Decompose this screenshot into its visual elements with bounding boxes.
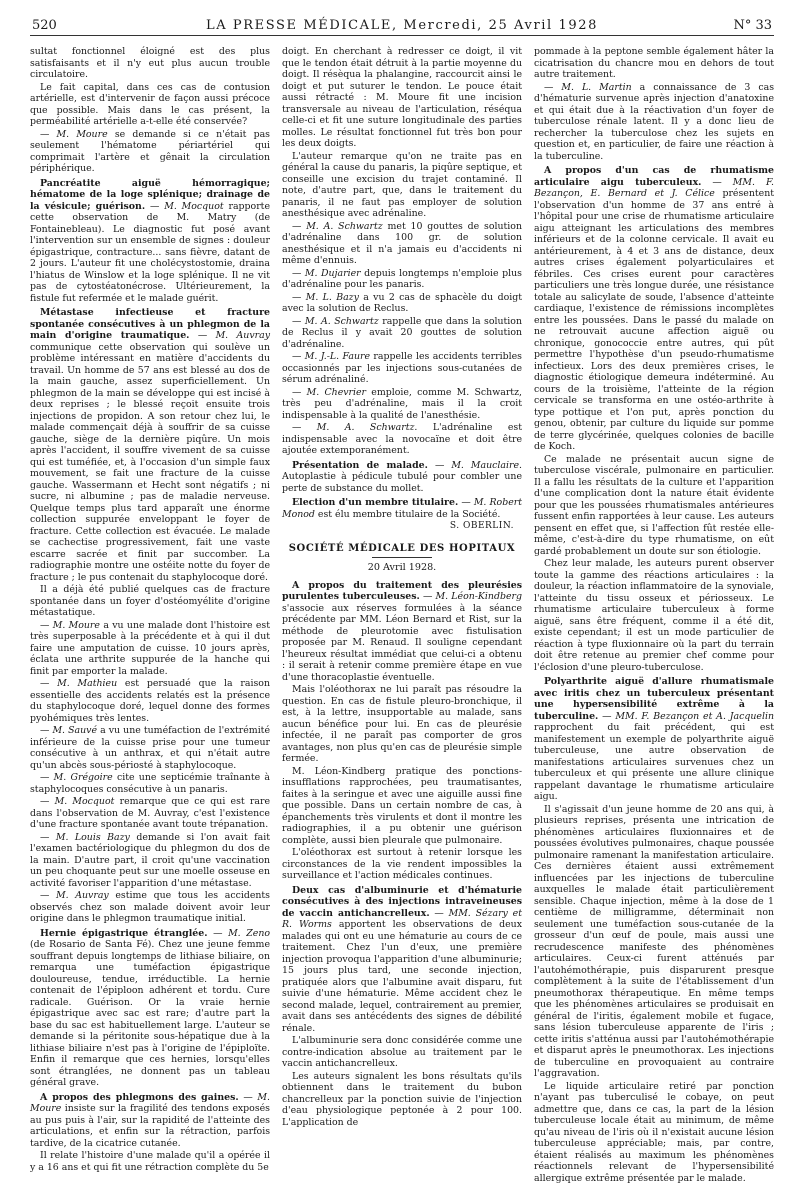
paragraph-text: L'auteur remarque qu'on ne traite pas en général la cause du panaris, la piqûre septique, et conseille une excision du trajet contaminé. Il note, d'autre part, que, dans le traitement du panaris, il ne faut pas employer de solution anesthésique avec adrénaline.	[282, 151, 522, 220]
paragraph	[30, 620, 270, 678]
speaker-name: — M. A. Schwartz.	[292, 422, 417, 433]
paragraph-text: remarque que ce qui est rare dans l'observation de M. Auvray, c'est l'existence d'une fracture spontanée avant toute trépanation.	[30, 796, 270, 830]
paragraph-text: se demande si ce n'était pas seulement l'hématome périartériel qui comprimait l'artère et gênait la circulation périphérique.	[30, 129, 270, 175]
column-left	[30, 46, 270, 1066]
paragraph	[534, 558, 774, 673]
author-signature: S. OBERLIN.	[282, 521, 514, 533]
paragraph	[282, 580, 522, 684]
paragraph-text: Autoplastie à pédicule tubulé pour combler une perte de substance du mollet.	[282, 471, 522, 494]
speaker-name: — M. L. Bazy	[292, 292, 359, 303]
paragraph	[282, 221, 522, 267]
subsection-title: A propos d'un cas de rhumatisme articulaire aigu tuberculeux.	[534, 165, 774, 188]
paragraph	[30, 307, 270, 583]
paragraph-text: communique cette observation qui soulève un problème intéressant en matière d'accidents du travail. Un homme de 57 ans est blessé au dos de la main gauche, assez superficiellement. Un phlegmon de la main se développe qui est incisé à deux reprises ; le blessé reçoit ensuite trois injections de propidon. A son retour chez lui, le malade commençait déjà à souffrir de sa cuisse gauche, siège de la dernière piqûre. Un mois après l'accident, il souffre vivement de sa cuisse qui est tuméfiée, et, à l'occasion d'un simple faux mouvement, se fait une fracture de la cuisse gauche. Wassermann et Hecht sont négatifs ; ni sucre, ni albumine ; pas de maladie nerveuse. Quelque temps plus tard apparaît une énorme collection suppurée enveloppant le foyer de fracture. Cette collection est évacuée. Le malade se cachectise progressivement, fait une vaste escarre sacrée et finit par succomber. La radiographie montre une ostéite notte du foyer de fracture ; le pus contenait du staphylocoque doré.	[30, 342, 270, 583]
paragraph-text: Il s'agissait d'un jeune homme de 20 ans qui, à plusieurs reprises, présenta une intrication de phénomènes articulaires fluxionnaires et de poussées évolutives pulmonaires, chaque poussée pulmonaire ramenant la manifestation articulaire. Ces dernières étaient aussi extrêmement influencées par les injections de tuberculine auxquelles le malade était particulièrement sensible. Chaque injection, même à la dose de 1 centième de milligramme, déterminait non seulement une tuméfaction sous-cutanée de la grosseur d'un œuf de poule, mais aussi une recrudescence manifeste des phénomènes articulaires. Ceux-ci furent atténués par l'autohémothérapie, puis disparurent presque complètement à la suite de l'établissement d'un pneumothorax thérapeutique. En même temps que les phénomènes articulaires se produisait en général de l'iritis, également mobile et fugace, sans lésion tuberculeuse apparente de l'iris ; cette iritis s'atténua aussi par l'autohémothérapie et disparut après le pneumothorax. Les injections de tuberculine en provoquaient au contraire l'aggravation.	[534, 804, 774, 1080]
paragraph-text: depuis longtemps n'emploie plus d'adrénaline pour les panaris.	[282, 268, 522, 291]
paragraph	[30, 928, 270, 1089]
speaker-name: — MM. F. Bezançon, E. Bernard et J. Célice	[534, 177, 774, 200]
subsection-title: Election d'un membre titulaire.	[292, 497, 458, 508]
speaker-name: — M. Dujarier	[292, 268, 361, 279]
paragraph-text: est élu membre titulaire de la Société.	[315, 509, 500, 520]
paragraph-text: a vu 2 cas de sphacèle du doigt avec la solution de Reclus.	[282, 292, 522, 315]
paragraph	[282, 351, 522, 386]
column-middle	[282, 46, 522, 1066]
paragraph	[282, 684, 522, 765]
paragraph-text: estime que tous les accidents observés chez son malade doivent avoir leur origine dans le phlegmon traumatique initial.	[30, 890, 270, 924]
speaker-name: — M. Louis Bazy	[40, 832, 130, 843]
paragraph-text: présentent l'observation d'un homme de 37 ans entré à l'hôpital pour une crise de rhumatisme articulaire aigu atteignant les articulations des membres inférieurs et de la colonne cervicale. Il avait eu antérieurement, à 4 et 3 ans de distance, deux autres crises également polyarticulaires et fébriles. Ces crises eurent pour caractères particuliers une très longue durée, une résistance totale au salicylate de soude, l'absence d'atteinte cardiaque, l'existence de rémissions incomplètes entre les poussées. Dans le passé du malade on ne retrouvait aucune affection aiguë ou chronique, gonococcie entre autres, qui pût permettre l'hypothèse d'un pseudo-rhumatisme infectieux. Lors des deux premières crises, le diagnostic étiologique demeura indéterminé. Au cours de la troisième, l'atteinte de la région cervicale se transforma en une ostéo-arthrite à type pottique et l'on put, après ponction du genou, obtenir, par culture du liquide sur pomme de terre glycérinée, quelques colonies de bacille de Koch.	[534, 188, 774, 452]
speaker-name: — M. Robert Monod	[282, 497, 522, 520]
speaker-name: — M. Auvray	[40, 890, 109, 901]
paragraph	[30, 82, 270, 128]
speaker-name: — M. Moure	[40, 620, 100, 631]
paragraph-text: insiste sur la fragilité des tendons exposés au pus puis à l'air, sur la rapidité de l'atteinte des articulations, et enfin sur la rétraction, parfois tardive, de la cicatrice cutanée.	[30, 1103, 270, 1149]
paragraph-text: Chez leur malade, les auteurs purent observer toute la gamme des réactions articulaires : la douleur, la réaction inflammatoire de la synoviale, l'atteinte du tissu osseux et périosseux. Le rhumatisme articulaire tuberculeux à forme aiguë, sans être fréquent, comme il a été dit, existe cependant; il est un mode particulier de réaction à type fluxionnaire où la part du terrain doit être retenue au premier chef comme pour l'éclosion d'une pleuro-tuberculose.	[534, 558, 774, 673]
paragraph-text: a vu une malade dont l'histoire est très superposable à la précédente et à qui il dut faire une amputation de cuisse. 10 jours après, éclata une arthrite suppurée de la hanche qui finit par emporter la malade.	[30, 620, 270, 677]
speaker-name: — M. Mocquot	[40, 796, 114, 807]
paragraph	[534, 804, 774, 1080]
paragraph-text: cite une septicémie traînante à staphylocoques consécutive à un panaris.	[30, 772, 270, 795]
paragraph	[282, 1035, 522, 1070]
column-right	[534, 46, 774, 1066]
paragraph-text: Ce malade ne présentait aucun signe de tuberculose viscérale, pulmonaire en particulier. Il a fallu les résultats de la culture et l'apparition d'une complication dont la nature était évidente pour que les poussées rhumatismales antérieures fussent enfin rapportées à leur cause. Les auteurs pensent en effet que, si l'affection fût restée elle-même, c'est-à-dire du type rhumatisme, on eût gardé probablement un doute sur son étiologie.	[534, 454, 774, 557]
speaker-name: — M. Mauclaire.	[428, 460, 522, 471]
paragraph	[30, 46, 270, 81]
paragraph-text: a vu une tuméfaction de l'extrémité inférieure de la cuisse prise pour une tumeur consécutive à un anthrax, et qui n'était autre qu'un abcès sous-périosté à staphylocoque.	[30, 725, 270, 771]
paragraph-text: Le fait capital, dans ces cas de contusion artérielle, est d'intervenir de façon aussi précoce que possible. Mais dans le cas présent, la perméabilité artérielle a-t-elle été conservée?	[30, 82, 270, 128]
speaker-name: — M. Mathieu	[40, 678, 117, 689]
paragraph	[282, 766, 522, 847]
section-heading: SOCIÉTÉ MÉDICALE DES HOPITAUX	[282, 543, 522, 555]
paragraph	[282, 497, 522, 520]
paragraph-text: emploie, comme M. Schwartz, très peu d'adrénaline, mais il la croit indispensable à la qualité de l'anesthésie.	[282, 387, 522, 421]
speaker-name: — M. A. Schwartz	[292, 221, 383, 232]
paragraph	[282, 460, 522, 495]
issue-number: N° 33	[733, 18, 772, 33]
speaker-name: — M. A. Schwartz	[292, 316, 379, 327]
paragraph	[534, 165, 774, 453]
paragraph	[282, 387, 522, 422]
speaker-name: — M. J.-L. Faure	[292, 351, 370, 362]
paragraph	[30, 1092, 270, 1150]
section-rule	[372, 557, 432, 558]
paragraph-text: doigt. En cherchant à redresser ce doigt, il vit que le tendon était détruit à la partie moyenne du doigt. Il résèqua la phalangine, raccourcit ainsi le doigt et put suturer le tendon. Le pouce était aussi rétracté : M. Moure fit une incision transversale au niveau de l'articulation, réséqua celle-ci et fit une suture longitudinale des parties molles. Le résultat fonctionnel fut très bon pour les deux doigts.	[282, 46, 522, 149]
paragraph	[282, 151, 522, 220]
paragraph	[30, 584, 270, 619]
paragraph-text: Mais l'oléothorax ne lui paraît pas résoudre la question. En cas de fistule pleuro-bronchique, il est, à la lettre, insupportable au malade, sans aucun bénéfice pour lui. En cas de pleurésie infectée, il ne paraît pas comporter de gros avantages, non plus qu'en cas de pleurésie simple fermée.	[282, 684, 522, 764]
paragraph	[30, 1150, 270, 1173]
subsection-title: Hernie épigastrique étranglée.	[40, 928, 207, 939]
page-number: 520	[32, 18, 57, 33]
speaker-name: — MM. Sézary et R. Worms	[282, 908, 522, 931]
speaker-name: — M. Grégoire	[40, 772, 113, 783]
header-rule	[30, 35, 774, 36]
paragraph	[282, 292, 522, 315]
paragraph	[282, 847, 522, 882]
paragraph	[30, 725, 270, 771]
paragraph-text: apportent les observations de deux malades qui ont eu une hématurie au cours de ce traitement. Chez l'un d'eux, une première injection provoqua l'apparition d'une albuminurie; 15 jours plus tard, une seconde injection, pratiquée alors que l'albumine avait disparu, fut suivie d'une hématurie. Même accident chez le second malade, lequel, contrairement au premier, avait dans ses antécédents des signes de débilité rénale.	[282, 919, 522, 1034]
paragraph-text: demande si l'on avait fait l'examen bactériologique du phlegmon du dos de la main. D'autre part, il croit qu'une vaccination un peu choquante peut sur une moelle osseuse en activité favoriser l'apparition d'une métastase.	[30, 832, 270, 889]
paragraph-text: Les auteurs signalent les bons résultats qu'ils obtiennent dans le traitement du bubon chancrelleux par la ponction suivie de l'injection d'eau physiologique peptonée à 2 pour 100. L'application de	[282, 1071, 522, 1128]
paragraph-text: rappelle que dans la solution de Reclus il y avait 20 gouttes de solution d'adrénaline.	[282, 316, 522, 350]
paragraph	[30, 178, 270, 305]
subsection-title: A propos des phlegmons des gaines.	[40, 1092, 239, 1103]
paragraph-text: a connaissance de 3 cas d'hématurie survenue après injection d'anatoxine et qui était due à la réactivation d'un foyer de tuberculose rénale latent. Il y a donc lieu de rechercher la tuberculose chez les sujets en question et, en particulier, de faire une réaction à la tuberculine.	[534, 82, 774, 162]
subsection-title: A propos du traitement des pleurésies purulentes tuberculeuses.	[282, 580, 522, 603]
paragraph	[30, 678, 270, 724]
speaker-name: — M. Moure	[30, 1092, 270, 1115]
paragraph-text: Il relate l'histoire d'une malade qu'il a opérée il y a 16 ans et qui fit une rétraction complète du 5e	[30, 1150, 270, 1173]
subsection-title: Métastase infectieuse et fracture spontanée consécutives à un phlegmon de la main d'origine traumatique.	[30, 307, 270, 341]
speaker-name: — MM. F. Bezançon et A. Jacquelin	[598, 711, 774, 722]
masthead: LA PRESSE MÉDICALE, Mercredi, 25 Avril 1928	[30, 18, 774, 33]
paragraph	[282, 1071, 522, 1129]
paragraph	[282, 268, 522, 291]
paragraph	[534, 1081, 774, 1184]
paragraph	[534, 46, 774, 81]
speaker-name: — M. Zeno	[207, 928, 270, 939]
paragraph-text: L'adrénaline est indispensable avec la novocaïne et doit être ajoutée extemporanément.	[282, 422, 522, 456]
paragraph-text: M. Léon-Kindberg pratique des ponctions-insufflations rapprochées, peu traumatisantes, faites à la seringue et avec une aiguille aussi fine que possible. Dans un certain nombre de cas, à épanchements très virulents et dont il montre les radiographies, il a pu obtenir une guérison complète, aussi bien pleurale que pulmonaire.	[282, 766, 522, 846]
speaker-name: — M. Moure	[40, 129, 108, 140]
paragraph	[534, 454, 774, 558]
paragraph-text: s'associe aux réserves formulées à la séance précédente par MM. Léon Bernard et Rist, sur la méthode de pleurotomie avec fistulisation proposée par M. Renaud. Il souligne cependant l'heureux résultat immédiat que celui-ci a obtenu : il serait à retenir comme première étape en vue d'une thoracoplastie éventuelle.	[282, 603, 522, 683]
paragraph-text: rapporte cette observation de M. Matry (de Fontainebleau). Le diagnostic fut posé avant l'intervention sur un ensemble de signes : douleur épigastrique, contracture... sans fièvre, datant de 2 jours. L'auteur fit une cholécystostomie, draina l'hiatus de Winslow et la loge splénique. Il ne vit pas de cytostéatonécrose. Ultérieurement, la fistule fut refermée et le malade guérit.	[30, 201, 270, 304]
paragraph	[30, 890, 270, 925]
subsection-title: Présentation de malade.	[292, 460, 428, 471]
paragraph-text: rappelle les accidents terribles occasionnés par les injections sous-cutanées de sérum adrénaliné.	[282, 351, 522, 385]
speaker-name: — M. L. Martin	[544, 82, 632, 93]
paragraph	[30, 129, 270, 175]
paragraph	[30, 772, 270, 795]
paragraph	[282, 46, 522, 150]
speaker-name: — M. Chevrier	[292, 387, 366, 398]
speaker-name: — M. Léon-Kindberg	[420, 591, 522, 602]
paragraph	[282, 885, 522, 1035]
session-date: 20 Avril 1928.	[282, 562, 522, 574]
paragraph-text: pommade à la peptone semble également hâter la cicatrisation du chancre mou en dehors de tout autre traitement.	[534, 46, 774, 80]
paragraph	[30, 832, 270, 890]
paragraph-text: sultat fonctionnel éloigné est des plus satisfaisants et il n'y eut plus aucun trouble circulatoire.	[30, 46, 270, 80]
subsection-title: Deux cas d'albuminurie et d'hématurie consécutives à des injections intraveineuses de vaccin antichancrelleux.	[282, 885, 522, 919]
paragraph-text: rapprochent du fait précédent, qui est manifestement un exemple de polyarthrite aiguë tuberculeuse, une autre observation de manifestations articulaires survenues chez un tuberculeux et qui présente une allure clinique rappelant davantage le rhumatisme articulaire aigu.	[534, 722, 774, 802]
speaker-name: — M. Mocquot	[145, 201, 223, 212]
paragraph	[30, 796, 270, 831]
speaker-name: — M. Sauvé	[40, 725, 97, 736]
speaker-name: — M. Auvray	[189, 330, 270, 341]
subsection-title: Pancréatite aiguë hémorragique; hématome de la loge splénique; drainage de la vésicule; guérison.	[30, 178, 270, 212]
paragraph-text: L'oléothorax est surtout à retenir lorsque les circonstances de la vie rendent impossibles la surveillance et l'action médicales continues.	[282, 847, 522, 881]
paragraph	[282, 316, 522, 351]
paragraph	[282, 422, 522, 457]
paragraph-text: est persuadé que la raison essentielle des accidents relatés est la présence du staphylocoque doré, lequel donne des formes pyohémiques très lentes.	[30, 678, 270, 724]
paragraph-text: Le liquide articulaire retiré par ponction n'ayant pas tuberculisé le cobaye, on peut admettre que, dans ce cas, la part de la lésion tuberculeuse locale était au minimum, de même qu'au niveau de l'iris où il n'existait aucune lésion tuberculeuse appréciable; mais, par contre, étaient réalisés au maximum les phénomènes réactionnels relevant de l'hypersensibilité allergique extrême présentée par le malade.	[534, 1081, 774, 1184]
paragraph-text: Il a déjà été publié quelques cas de fracture spontanée dans un foyer d'ostéomyélite d'origine métastatique.	[30, 584, 270, 618]
paragraph	[534, 676, 774, 803]
paragraph	[534, 82, 774, 163]
paragraph-text: met 10 gouttes de solution d'adrénaline dans 100 gr. de solution anesthésique et il n'a jamais eu d'accidents ni même d'ennuis.	[282, 221, 522, 267]
paragraph-text: L'albuminurie sera donc considérée comme une contre-indication absolue au traitement par le vaccin antichancrelleux.	[282, 1035, 522, 1069]
paragraph-text: (de Rosario de Santa Fé). Chez une jeune femme souffrant depuis longtemps de lithiase biliaire, on remarqua une tuméfaction épigastrique douloureuse, tendue, irréductible. La hernie contenait de l'épiploon adhérent et tordu. Cure radicale. Guérison. Or la vraie hernie épigastrique avec sac est rare; d'autre part la base du sac est habituellement large. L'auteur se demande si la péritonite sous-hépatique due à la lithiase biliaire n'est pas à l'origine de l'épiploïte. Enfin il remarque que ces hernies, lorsqu'elles sont étranglées, ne donnent pas un tableau général grave.	[30, 939, 270, 1088]
subsection-title: Polyarthrite aiguë d'allure rhumatismale avec iritis chez un tuberculeux présentant une hypersensibilité extrême à la tuberculine.	[534, 676, 774, 722]
